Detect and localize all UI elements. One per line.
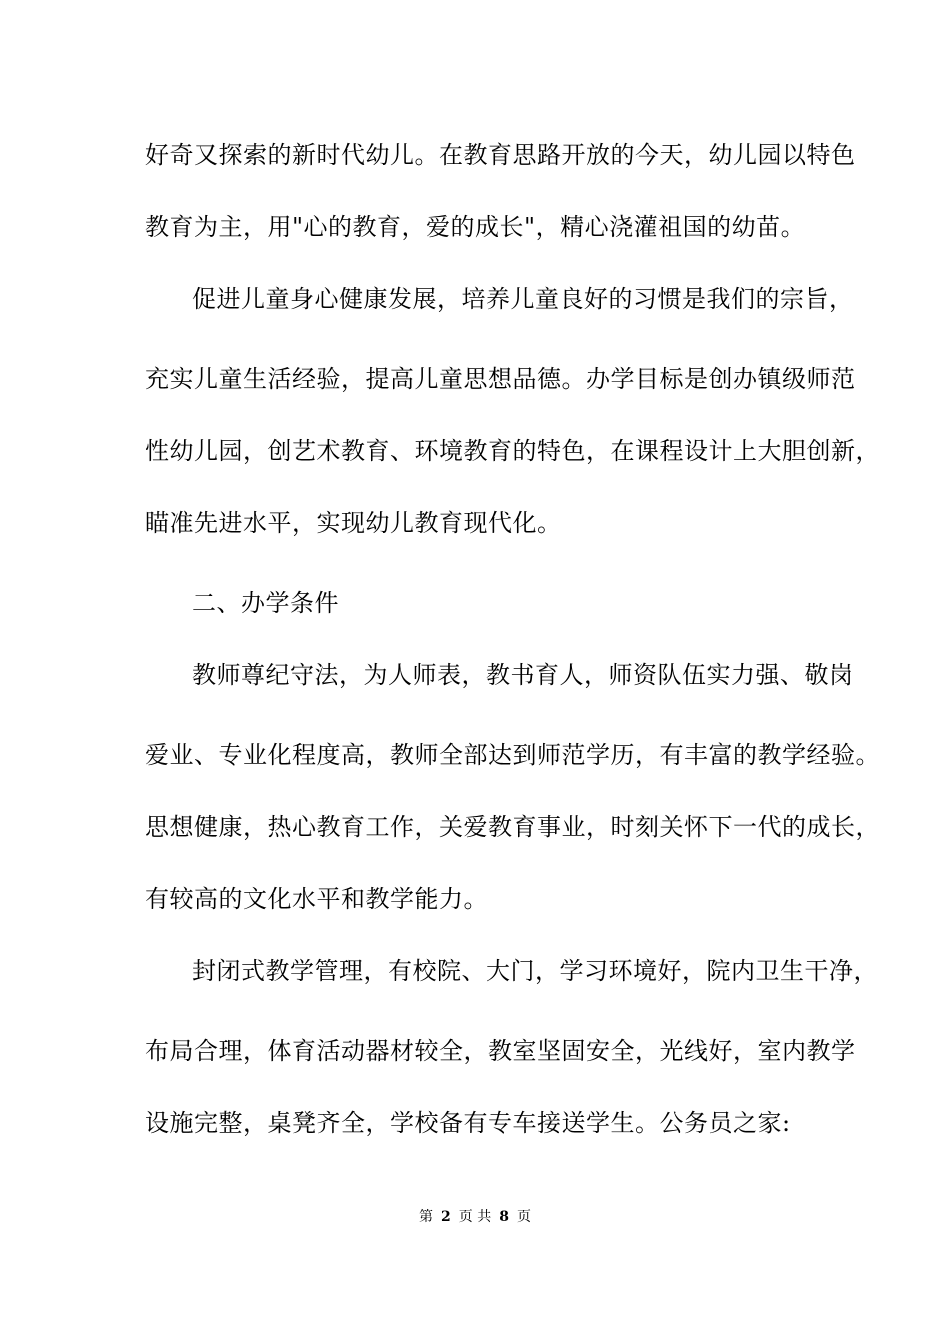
paragraph-line: 瞄准先进水平，实现幼儿教育现代化。 [145, 509, 562, 537]
paragraph-line: 充实儿童生活经验，提高儿童思想品德。办学目标是创办镇级师范 [145, 365, 856, 393]
total-page-number: 8 [499, 1209, 509, 1225]
paragraph-line: 爱业、专业化程度高，教师全部达到师范学历，有丰富的教学经验。 [145, 741, 880, 769]
paragraph-line: 思想健康，热心教育工作，关爱教育事业，时刻关怀下一代的成长， [145, 813, 880, 841]
paragraph-line: 性幼儿园，创艺术教育、环境教育的特色，在课程设计上大胆创新， [145, 437, 880, 465]
section-heading: 二、办学条件 [192, 589, 339, 617]
paragraph-line: 封闭式教学管理，有校院、大门，学习环境好，院内卫生干净， [192, 957, 878, 985]
paragraph-line: 促进儿童身心健康发展，培养儿童良好的习惯是我们的宗旨， [192, 285, 854, 313]
paragraph-line: 设施完整，桌凳齐全，学校备有专车接送学生。公务员之家: [145, 1109, 791, 1137]
current-page-number: 2 [441, 1209, 451, 1225]
footer-mid: 页 共 [458, 1209, 492, 1225]
paragraph-line: 教育为主，用"心的教育，爱的成长"，精心浇灌祖国的幼苗。 [145, 213, 806, 241]
footer-prefix: 第 [419, 1209, 434, 1225]
paragraph-line: 布局合理，体育活动器材较全，教室坚固安全，光线好，室内教学 [145, 1037, 856, 1065]
paragraph-line: 有较高的文化水平和教学能力。 [145, 885, 488, 913]
footer-suffix: 页 [516, 1209, 531, 1225]
paragraph-line: 好奇又探索的新时代幼儿。在教育思路开放的今天，幼儿园以特色 [145, 141, 856, 169]
page-footer [0, 1208, 950, 1226]
paragraph-line: 教师尊纪守法，为人师表，教书育人，师资队伍实力强、敬岗 [192, 661, 854, 689]
